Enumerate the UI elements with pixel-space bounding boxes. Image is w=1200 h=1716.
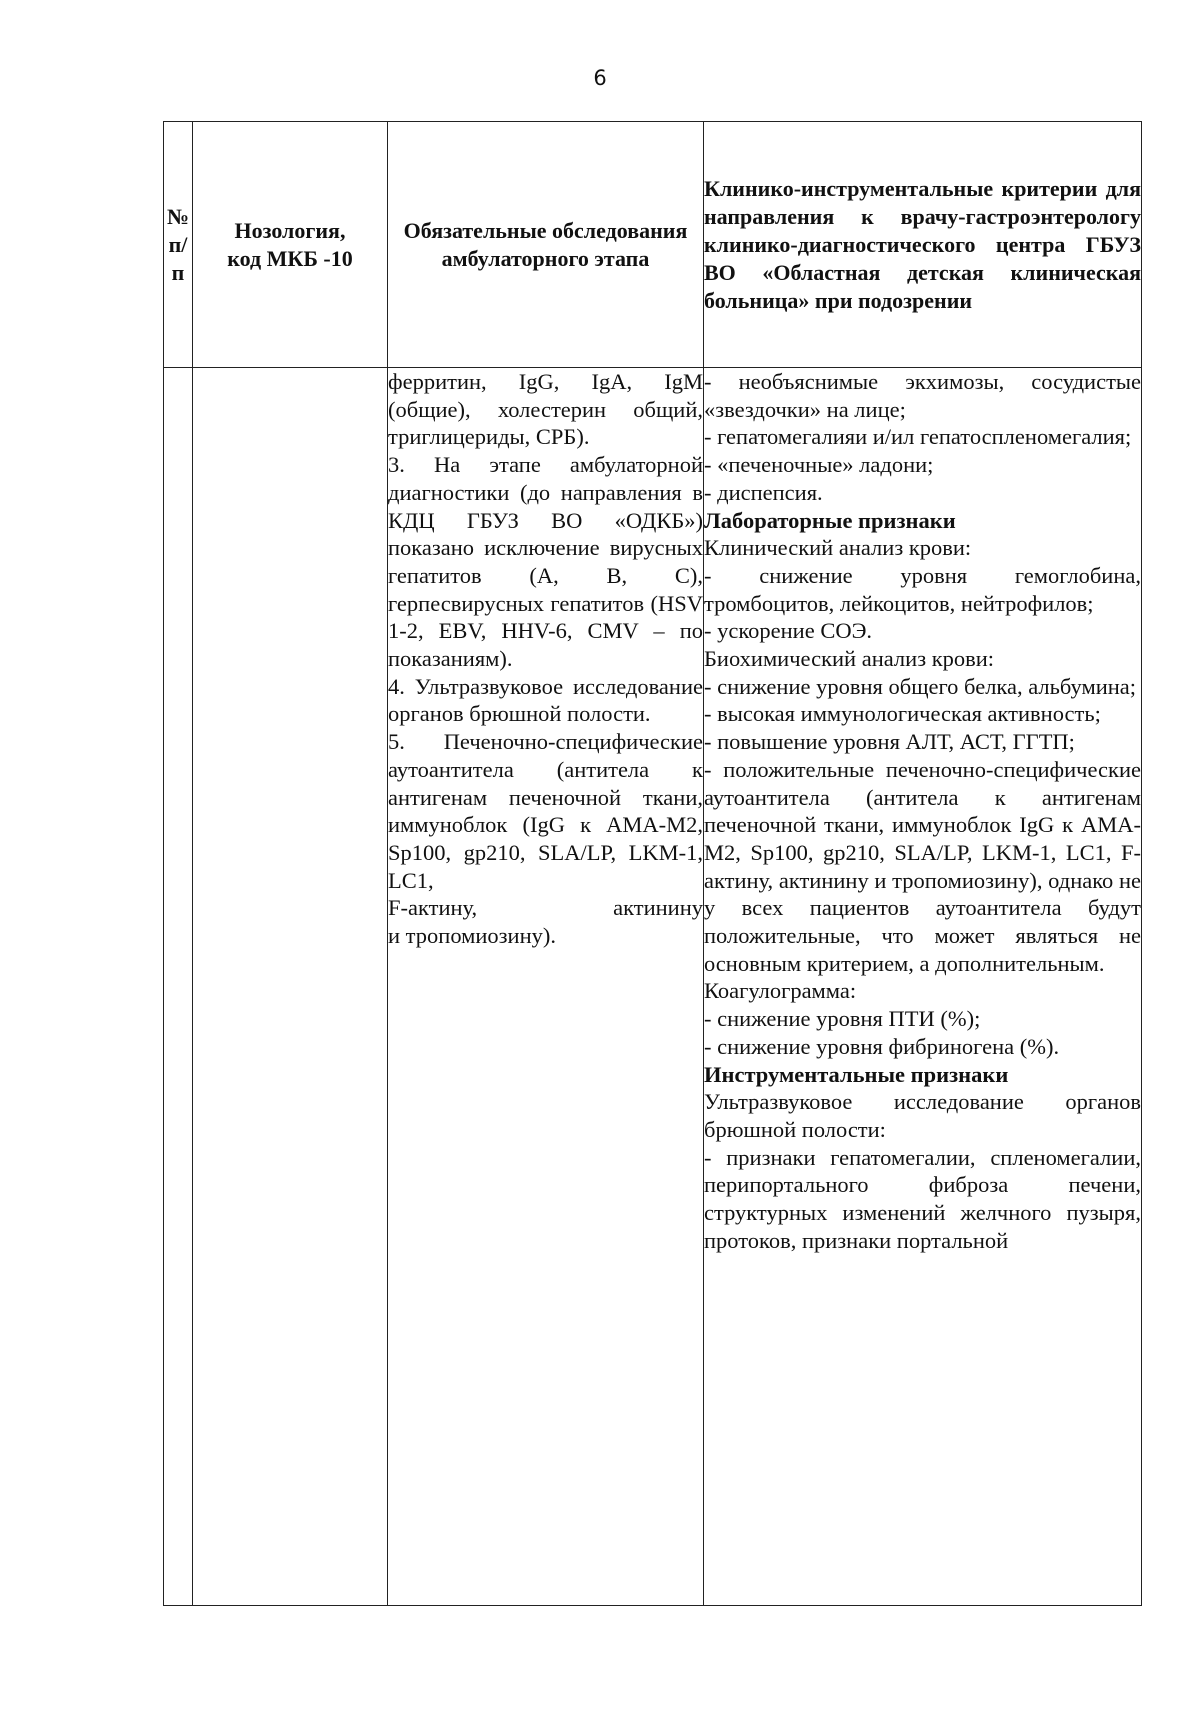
- exam-item: 3. На этапе амбулаторной диагностики (до направления в КДЦ ГБУЗ ВО «ОДКБ») показано исключение вирусных гепатитов (A, B, C), герпесвирусных гепатитов (HSV 1-2, EBV, HHV-6, CMV – по показаниям).: [388, 452, 703, 672]
- criteria-item: - гепатомегалияи и/ил гепатоспленомегалия;: [704, 424, 1132, 450]
- cell-criteria: [704, 368, 1142, 1606]
- table-row: [164, 368, 1142, 1606]
- exam-item: ферритин, IgG, IgA, IgM (общие), холестерин общий, триглицериды, СРБ).: [388, 369, 703, 450]
- criteria-item: - ускорение СОЭ.: [704, 618, 873, 644]
- exam-item: 5. Печеночно-специфические аутоантитела (антитела к антигенам печеночной ткани, иммуноблок (IgG к AMA-M2, Sp100, gp210, SLA/LP, LKM-1, LC1,: [388, 729, 703, 893]
- header-criteria: Клинико-инструментальные критерии для направления к врачу-гастроэнтерологу клинико-диагностического центра ГБУЗ ВО «Областная детская клиническая больница» при подозрении: [704, 122, 1142, 368]
- section-heading: Лабораторные признаки: [704, 507, 956, 533]
- criteria-item: Биохимический анализ крови:: [704, 646, 995, 672]
- criteria-table: [163, 121, 1142, 1606]
- criteria-item: - признаки гепатомегалии, спленомегалии, перипортального фиброза печени, структурных изменений желчного пузыря, протоков, признаки портальной: [704, 1144, 1141, 1253]
- exam-item: и тропомиозину).: [388, 923, 557, 949]
- criteria-item: - снижение уровня фибриногена (%).: [704, 1033, 1060, 1059]
- header-exams: Обязательные обследования амбулаторного этапа: [388, 122, 704, 368]
- criteria-item: Клинический анализ крови:: [704, 535, 972, 561]
- exam-item: 4. Ультразвуковое исследование органов брюшной полости.: [388, 673, 703, 727]
- header-nosology: Нозология, код МКБ -10: [193, 122, 388, 368]
- cell-exams: [388, 368, 704, 1606]
- page-number: 6: [593, 66, 607, 90]
- criteria-item: - снижение уровня ПТИ (%);: [704, 1006, 981, 1032]
- criteria-item: - «печеночные» ладони;: [704, 452, 934, 478]
- table-header-row: [164, 122, 1142, 368]
- criteria-item: Коагулограмма:: [704, 978, 857, 1004]
- criteria-item: - необъяснимые экхимозы, сосудистые «звездочки» на лице;: [704, 369, 1141, 422]
- criteria-item: - снижение уровня общего белка, альбумина;: [704, 673, 1137, 699]
- criteria-item: Ультразвуковое исследование органов брюшной полости:: [704, 1089, 1141, 1142]
- cell-number: [164, 368, 193, 1606]
- criteria-item: - диспепсия.: [704, 479, 823, 505]
- criteria-item: - повышение уровня АЛТ, АСТ, ГГТП;: [704, 729, 1075, 755]
- cell-nosology: [193, 368, 388, 1606]
- criteria-item: - снижение уровня гемоглобина, тромбоцитов, лейкоцитов, нейтрофилов;: [704, 562, 1141, 616]
- criteria-item: - положительные печеночно-специфические аутоантитела (антитела к антигенам печеночной ткани, иммуноблок IgG к AMA-M2, Sp100, gp210, SLA/LP, LKM-1, LC1, F-актину, актинину и тропомиозину), однако не у всех пациентов аутоантитела будут положительные, что может являться не основным критерием, а дополнительным.: [704, 756, 1141, 976]
- section-heading: Инструментальные признаки: [704, 1061, 1009, 1087]
- header-number: № п/п: [164, 122, 193, 368]
- criteria-item: - высокая иммунологическая активность;: [704, 701, 1101, 727]
- exam-item: F-актину, актинину: [388, 895, 703, 921]
